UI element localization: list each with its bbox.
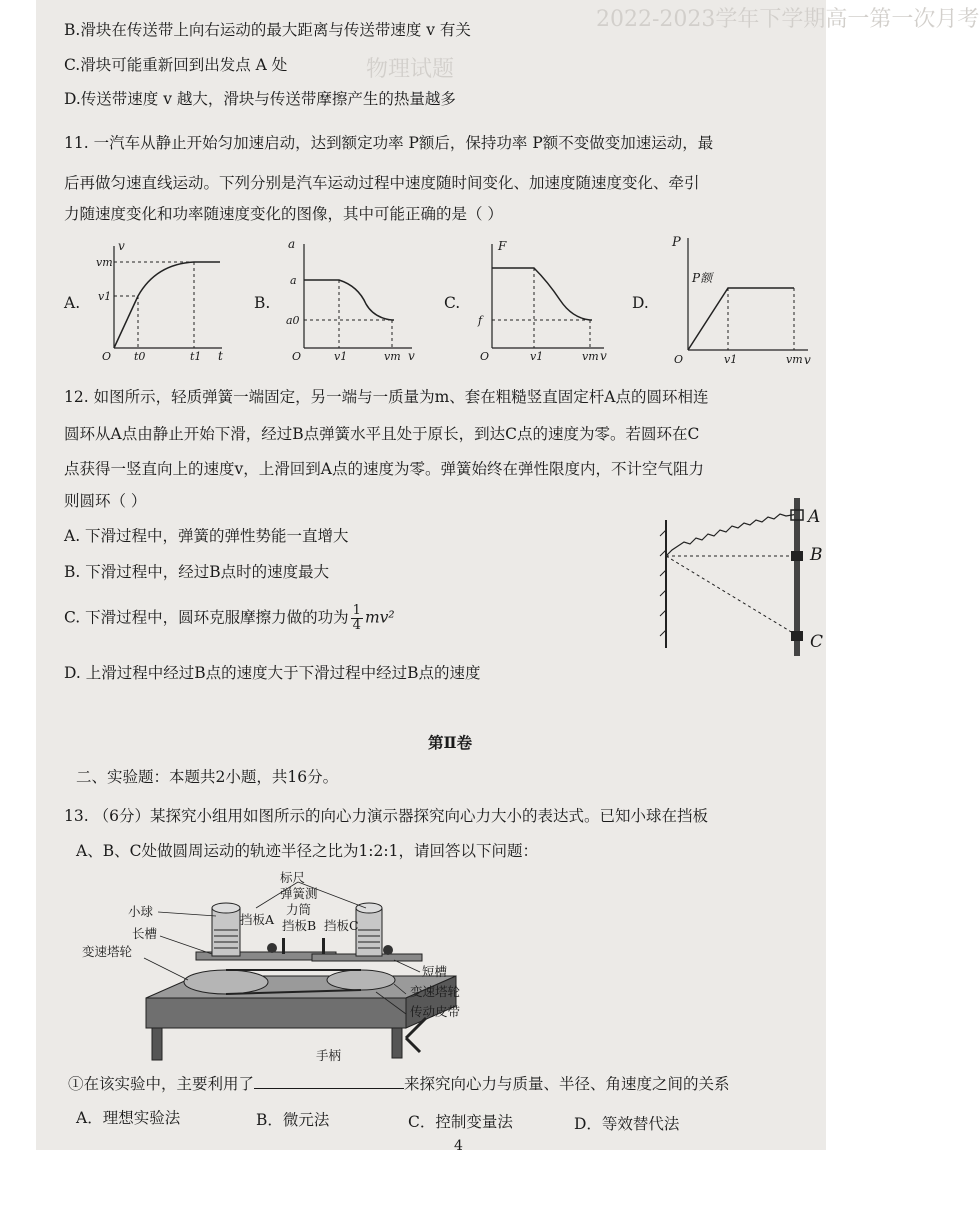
q12-spring-rod-figure — [660, 490, 826, 660]
q12-option-c — [64, 604, 395, 633]
label-baffle-c: 挡板C — [324, 918, 359, 933]
graph-d-x-mark-vm: vm — [786, 353, 803, 366]
q12-option-c-expr: mv² — [364, 608, 395, 627]
label-ruler: 标尺 — [280, 870, 306, 885]
graph-d-y-mark-prated: P额 — [692, 271, 713, 285]
graph-c-y-mark-f: f — [478, 314, 483, 327]
graph-d-x-mark-v1: v1 — [724, 353, 738, 366]
q11-graph-c — [472, 238, 612, 366]
q11-stem-line2: 后再做匀速直线运动。下列分别是汽车运动过程中速度随时间变化、加速度随速度变化、牵引 — [64, 174, 700, 192]
q13-stem-line2: A、B、C处做圆周运动的轨迹半径之比为1:2:1，请回答以下问题： — [76, 842, 538, 860]
graph-c-origin: O — [480, 350, 490, 363]
q13-sub1-suffix: 来探究向心力与质量、半径、角速度之间的关系 — [404, 1075, 730, 1093]
q11-option-d-label: D. — [632, 294, 649, 312]
section-title: 第Ⅱ卷 — [428, 733, 473, 752]
graph-b-x-mark-v1: v1 — [334, 350, 348, 363]
graph-a-y-mark-v1: v1 — [98, 290, 112, 303]
q12-option-c-fraction — [351, 604, 363, 633]
q13-option-b: B．微元法 — [256, 1111, 330, 1129]
q11-stem-line1: 11. 一汽车从静止开始匀加速启动，达到额定功率 P额后，保持功率 P额不变做变加速运动，最 — [64, 134, 714, 152]
graph-b-y-axis: a — [288, 237, 296, 251]
section-heading: 二、实验题：本题共2小题，共16分。 — [76, 768, 339, 786]
q11-graph-a — [94, 238, 229, 366]
graph-a-y-axis: v — [118, 239, 125, 253]
q13-option-a: A．理想实验法 — [76, 1109, 181, 1127]
watermark-subject: 物理试题 — [366, 57, 455, 82]
label-tower-right: 变速塔轮 — [410, 984, 461, 999]
graph-c-x-mark-v1: v1 — [530, 350, 544, 363]
q12-figure-label-b: B — [810, 545, 823, 565]
q13-option-c: C．控制变量法 — [408, 1113, 513, 1131]
q11-option-a-label: A. — [64, 294, 81, 312]
q13-option-d: D．等效替代法 — [574, 1115, 680, 1133]
graph-d-origin: O — [674, 353, 684, 366]
q12-figure-label-a: A — [808, 507, 821, 527]
q12-option-a: A. 下滑过程中，弹簧的弹性势能一直增大 — [64, 527, 349, 545]
fraction-denominator: 4 — [352, 618, 361, 633]
fraction-numerator: 1 — [352, 603, 361, 618]
graph-c-x-mark-vm: vm — [582, 350, 599, 363]
q13-stem-line1: 13. （6分）某探究小组用如图所示的向心力演示器探究向心力大小的表达式。已知小球在挡板 — [64, 807, 708, 825]
graph-c-y-axis: F — [498, 239, 507, 253]
q11-option-b-label: B. — [254, 294, 271, 312]
q12-stem-line3: 点获得一竖直向上的速度v，上滑回到A点的速度为零。弹簧始终在弹性限度内，不计空气阻力 — [64, 460, 704, 478]
centripetal-apparatus-figure — [76, 868, 496, 1064]
label-handle: 手柄 — [316, 1048, 342, 1063]
graph-a-x-mark-t1: t1 — [190, 350, 202, 363]
q11-option-c-label: C. — [444, 294, 461, 312]
q12-option-c-text: C. 下滑过程中，圆环克服摩擦力做的功为 — [64, 608, 349, 627]
graph-b-x-mark-vm: vm — [384, 350, 401, 363]
q11-graph-b — [284, 238, 419, 366]
label-tower-left: 变速塔轮 — [82, 944, 133, 959]
graph-a-origin: O — [102, 350, 112, 363]
watermark-title: 2022-2023学年下学期高一第一次月考 — [596, 7, 979, 32]
graph-a-y-mark-vm: vm — [96, 256, 113, 269]
q12-stem-line2: 圆环从A点由静止开始下滑，经过B点弹簧水平且处于原长，到达C点的速度为零。若圆环在C — [64, 425, 700, 443]
graph-b-y-mark-a: a — [290, 274, 297, 287]
q10-option-c: C.滑块可能重新回到出发点 A 处 — [64, 56, 288, 74]
graph-a-x-axis: t — [218, 349, 223, 363]
q13-sub1 — [68, 1074, 730, 1094]
q12-figure-label-c: C — [810, 632, 824, 652]
graph-b-origin: O — [292, 350, 302, 363]
label-ball: 小球 — [128, 904, 154, 919]
graph-d-x-axis: v — [804, 353, 811, 367]
graph-c-x-axis: v — [600, 349, 607, 363]
label-spring-2: 力筒 — [286, 902, 312, 917]
q11-graph-d — [664, 232, 814, 370]
graph-b-y-mark-a0: a0 — [286, 314, 300, 327]
label-baffle-a: 挡板A — [240, 912, 275, 927]
q12-option-b: B. 下滑过程中，经过B点时的速度最大 — [64, 563, 330, 581]
label-short-slot: 短槽 — [422, 964, 448, 979]
q12-stem-line1: 12. 如图所示，轻质弹簧一端固定，另一端与一质量为m、套在粗糙竖直固定杆A点的圆环相连 — [64, 388, 709, 406]
q12-option-d: D. 上滑过程中经过B点的速度大于下滑过程中经过B点的速度 — [64, 664, 481, 682]
label-spring-1: 弹簧测 — [280, 886, 318, 901]
graph-d-y-axis: P — [672, 235, 681, 250]
graph-a-x-mark-t0: t0 — [134, 350, 146, 363]
exam-page — [36, 0, 979, 1154]
q11-stem-line3: 力随速度变化和功率随速度变化的图像，其中可能正确的是（ ） — [64, 205, 503, 223]
label-long-slot: 长槽 — [132, 926, 158, 941]
q10-option-d: D.传送带速度 v 越大，滑块与传送带摩擦产生的热量越多 — [64, 90, 456, 108]
q13-sub1-prefix: ①在该实验中，主要利用了 — [68, 1075, 255, 1093]
graph-b-x-axis: v — [408, 349, 415, 363]
q10-option-b: B.滑块在传送带上向右运动的最大距离与传送带速度 v 有关 — [64, 21, 471, 39]
label-baffle-b: 挡板B — [282, 918, 317, 933]
q12-stem-line4: 则圆环（ ） — [64, 492, 147, 510]
q13-sub1-blank — [254, 1074, 404, 1089]
label-belt: 传动皮带 — [410, 1004, 461, 1019]
page-number: 4 — [454, 1138, 463, 1154]
